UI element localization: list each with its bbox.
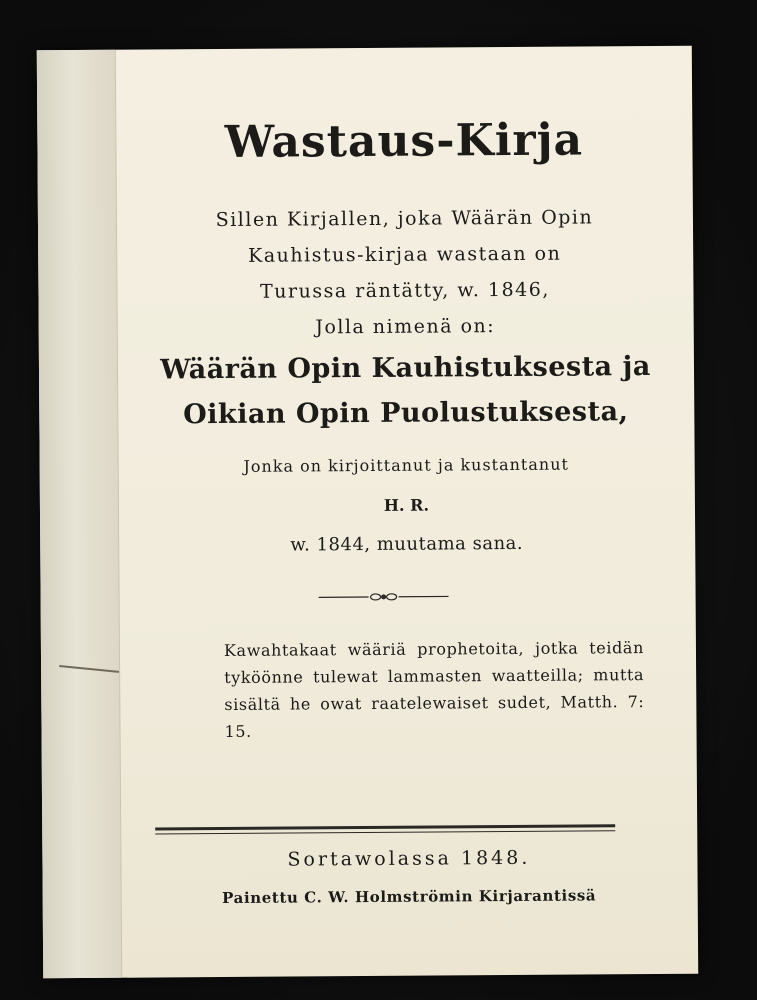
author-line: Jonka on kirjoittanut ja kustantanut [243, 454, 569, 476]
ornament-divider [319, 589, 449, 604]
author-initials: H. R. [383, 495, 430, 515]
imprint-rule-thin [155, 830, 615, 834]
imprint-rule-thick [155, 824, 615, 830]
year-line: w. 1844, muutama sana. [290, 532, 524, 556]
book-spine [37, 50, 122, 979]
title-page [115, 46, 698, 978]
scripture-quote: Kawahtakaat wääriä prophetoita, jotka teidän tyköönne tulewat lammasten waatteilla; mutta sisältä he owat raatelewaiset sudet, Matth. 7: 15. [223, 638, 645, 742]
subtitle-line-4: Jolla nimenä on: [315, 315, 496, 339]
subtitle-line-1: Sillen Kirjallen, joka Wäärän Opin [215, 206, 594, 232]
subtitle-line-3: Turussa räntätty, w. 1846, [260, 278, 550, 303]
book-title: Wastaus-Kirja [224, 114, 584, 168]
imprint-printer: Painettu C. W. Holmströmin Kirjarantissä [222, 886, 597, 908]
subtitle-line-2: Kauhistus-kirjaa wastaan on [248, 242, 562, 267]
work-title-line-1: Wäärän Opin Kauhistuksesta ja [160, 351, 651, 386]
book-cover [37, 46, 698, 979]
work-title-line-2: Oikian Opin Puolustuksesta, [183, 396, 629, 431]
imprint-place: Sortawolassa 1848. [287, 846, 531, 871]
spine-crack [59, 665, 119, 673]
